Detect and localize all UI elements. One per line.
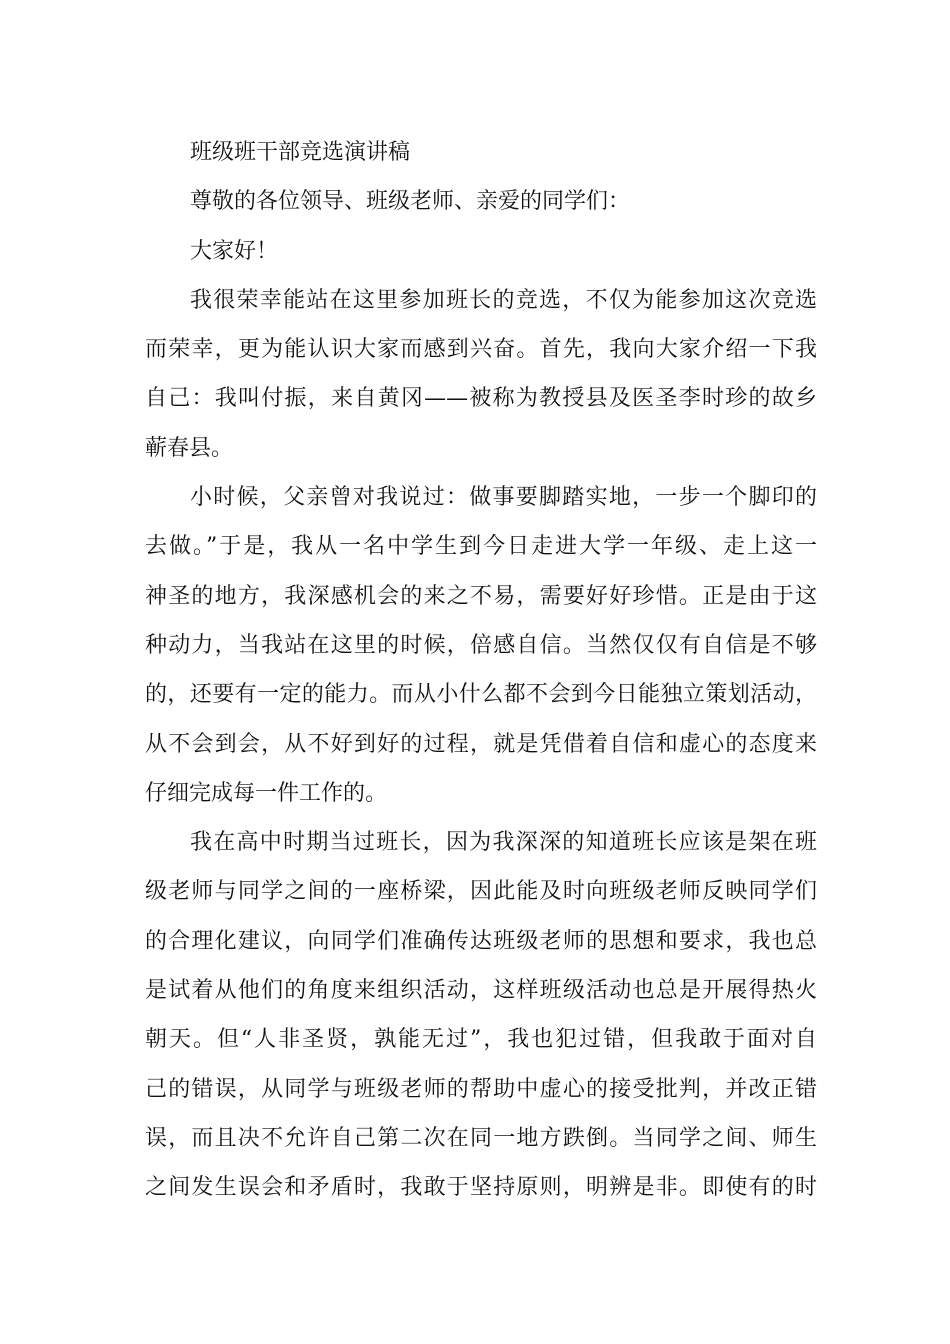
paragraph-1 xyxy=(145,276,817,473)
salutation: 尊敬的各位领导、班级老师、亲爱的同学们： xyxy=(190,189,631,215)
paragraph-2 xyxy=(145,473,817,818)
paragraph-line: 而荣幸，更为能认识大家而感到兴奋。首先，我向大家介绍一下我 xyxy=(145,337,817,363)
paragraph-line: 我很荣幸能站在这里参加班长的竞选，不仅为能参加这次竞选 xyxy=(190,287,817,313)
paragraph-line: 去做。”于是，我从一名中学生到今日走进大学一年级、走上这一 xyxy=(145,534,817,560)
paragraph-line: 神圣的地方，我深感机会的来之不易，需要好好珍惜。正是由于这 xyxy=(145,583,817,609)
paragraph-line: 误，而且决不允许自己第二次在同一地方跌倒。当同学之间、师生 xyxy=(145,1125,817,1151)
paragraph-line: 从不会到会，从不好到好的过程，就是凭借着自信和虚心的态度来 xyxy=(145,731,817,757)
greeting: 大家好！ xyxy=(190,238,279,264)
paragraph-line: 蕲春县。 xyxy=(145,435,234,461)
document-title: 班级班干部竞选演讲稿 xyxy=(190,140,411,165)
paragraph-3 xyxy=(145,818,817,1212)
document-body xyxy=(145,128,817,1213)
paragraph-line: 的，还要有一定的能力。而从小什么都不会到今日能独立策划活动， xyxy=(145,682,817,708)
paragraph-line: 之间发生误会和矛盾时，我敢于坚持原则，明辨是非。即使有的时 xyxy=(145,1175,817,1201)
paragraph-line: 自己：我叫付振，来自黄冈——被称为教授县及医圣李时珍的故乡 xyxy=(145,386,817,412)
paragraph-line: 种动力，当我站在这里的时候，倍感自信。当然仅仅有自信是不够 xyxy=(145,632,817,658)
paragraph-line: 朝天。但“人非圣贤，孰能无过”，我也犯过错，但我敢于面对自 xyxy=(145,1027,817,1053)
paragraph-line: 小时候，父亲曾对我说过：做事要脚踏实地，一步一个脚印的 xyxy=(190,485,817,511)
paragraph-line: 是试着从他们的角度来组织活动，这样班级活动也总是开展得热火 xyxy=(145,978,817,1004)
paragraph-line: 己的错误，从同学与班级老师的帮助中虚心的接受批判，并改正错 xyxy=(145,1076,817,1102)
paragraph-line: 的合理化建议，向同学们准确传达班级老师的思想和要求，我也总 xyxy=(145,928,817,954)
paragraph-line: 我在高中时期当过班长，因为我深深的知道班长应该是架在班 xyxy=(190,830,817,856)
paragraph-line: 仔细完成每一件工作的。 xyxy=(145,780,388,806)
paragraph-line: 级老师与同学之间的一座桥梁，因此能及时向班级老师反映同学们 xyxy=(145,879,817,905)
